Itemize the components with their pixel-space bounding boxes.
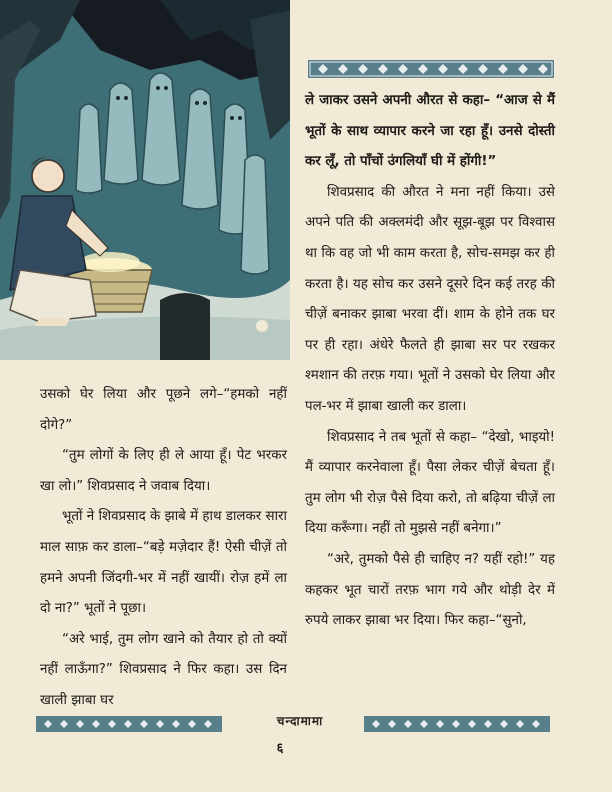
ornament-band-top (308, 60, 554, 78)
page-number: ६ (276, 741, 284, 756)
paragraph: उसको घेर लिया और पूछने लगे–“हमको नहीं दोगे?” (40, 387, 287, 433)
paragraph: भूतों ने शिवप्रसाद के झाबे में हाथ डालकर सारा माल साफ़ कर डाला–“बड़े मज़ेदार हैं! ऐसी चीज़ें तो हमने अपनी जिंदगी-भर में नहीं खायीं। रोज़ हमें ला दो ना?” भूतों ने पूछा। (40, 509, 287, 617)
ornament-band-footer-left (36, 716, 222, 732)
right-text-column (305, 86, 555, 637)
paragraph: “तुम लोगों के लिए ही ले आया हूँ। पेट भरकर खा लो।” शिवप्रसाद ने जवाब दिया। (40, 448, 287, 494)
magazine-title: चन्दामामा (276, 714, 324, 728)
story-illustration (0, 0, 290, 360)
paragraph: “अरे, तुमको पैसे ही चाहिए न? यहीं रहो!” यह कहकर भूत चारों तरफ़ भाग गये और थोड़ी देर में रुपये लाकर झाबा भर दिया। फिर कहा–“सुनो, (305, 551, 555, 629)
paragraph: शिवप्रसाद की औरत ने मना नहीं किया। उसे अपने पति की अक्लमंदी और सूझ-बूझ पर विश्वास था कि वह जो भी काम करता है, सोच-समझ कर ही करता है। यह सोच कर उसने दूसरे दिन कई तरह की चीज़ें बनाकर झाबा भरवा दीं। शाम के होने तक घर पर ही रहा। अंधेरे फैलते ही झाबा सर पर रखकर श्मशान की तरफ़ गया। भूतों ने उसको घेर लिया और पल-भर में झाबा खाली कर डाला। (305, 184, 555, 414)
left-text-column (40, 380, 287, 717)
paragraph: ले जाकर उसने अपनी औरत से कहा– “आज से मैं भूतों के साथ व्यापार करने जा रहा हूँ। उनसे दोस्ती कर लूँ, तो पाँचों उंगलियाँ घी में होंगी!” (305, 93, 555, 170)
ornament-band-footer-right (364, 716, 550, 732)
paragraph: शिवप्रसाद ने तब भूतों से कहा– “देखो, भाइयो! मैं व्यापार करनेवाला हूँ। पैसा लेकर चीज़ें बेचता हूँ। तुम लोग भी रोज़ पैसे दिया करो, तो बढ़िया चीज़ें ला दिया करूँगा। नहीं तो मुझसे नहीं बनेगा।” (305, 429, 555, 537)
paragraph: “अरे भाई, तुम लोग खाने को तैयार हो तो क्यों नहीं लाऊँगा?” शिवप्रसाद ने फिर कहा। उस दिन खाली झाबा घर (40, 631, 287, 708)
